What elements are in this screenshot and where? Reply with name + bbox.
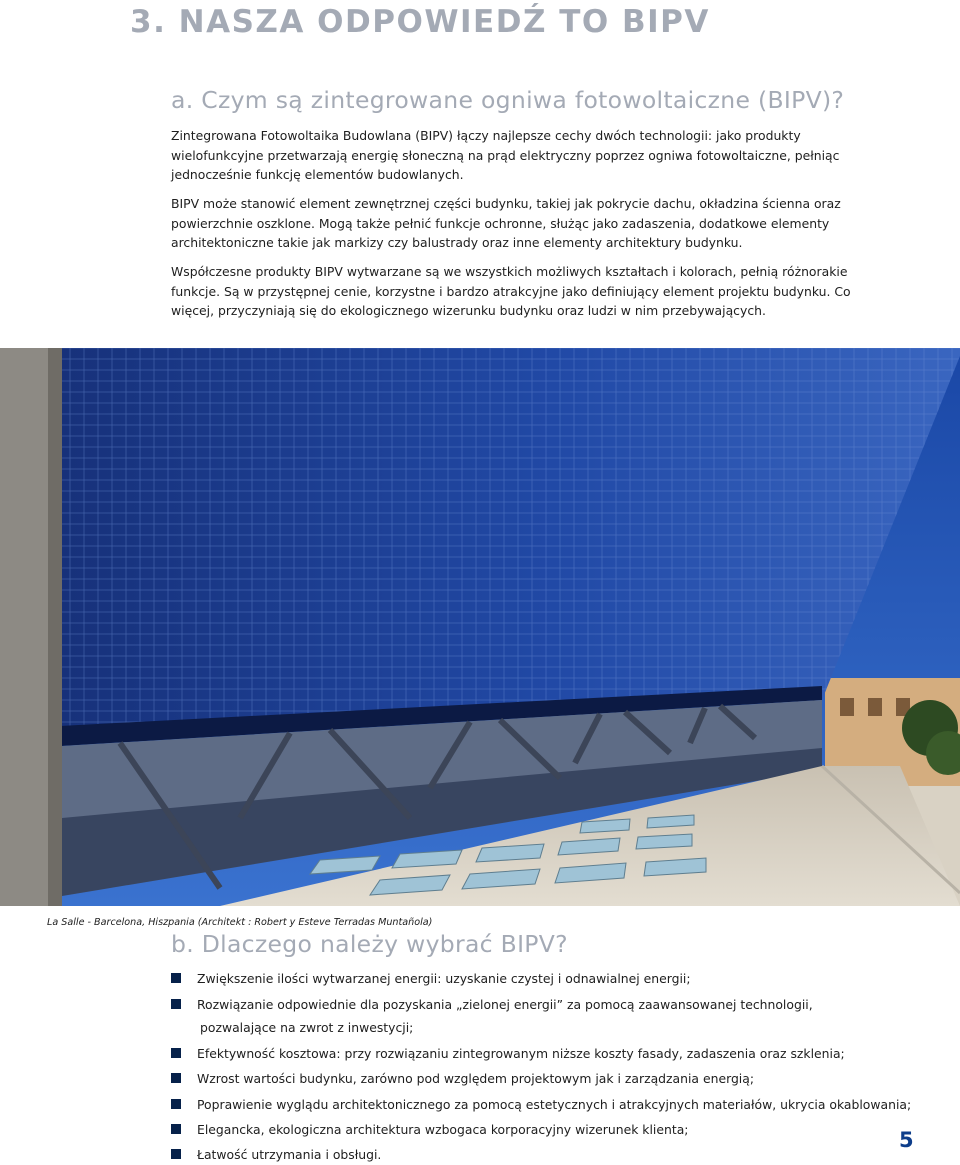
- bipv-products-paragraph: Współczesne produkty BIPV wytwarzane są we wszystkich możliwych kształtach i kolorach, pełnią różnorakie funkcje. Są w przystępnej cenie, korzystne i bardzo atrakcyjne jako definiujący element projektu budynku. Co więcej, przyczyniają się do ekologicznego wizerunku budynku oraz ludzi w nim przebywających.: [171, 264, 851, 318]
- intro-paragraph: Zintegrowana Fotowoltaika Budowlana (BIPV) łączy najlepsze cechy dwóch technologii: jako produkty wielofunkcyjne przetwarzają energię słoneczną na prąd elektryczny poprzez ogniwa fotowoltaiczne, pełniąc jednocześnie funkcję elementów budowlanych.: [171, 128, 840, 182]
- list-item-continuation: pozwalające na zwrot z inwestycji;: [200, 1020, 414, 1035]
- list-item-text: Elegancka, ekologiczna architektura wzbogaca korporacyjny wizerunek klienta;: [197, 1122, 689, 1137]
- list-item-text: Poprawienie wyglądu architektonicznego za pomocą estetycznych i atrakcyjnych materiałów, ukrycia okablowania;: [197, 1097, 912, 1112]
- square-bullet-icon: [171, 999, 181, 1009]
- square-bullet-icon: [171, 973, 181, 983]
- page-number: 5: [899, 1128, 914, 1152]
- glass-facade: [60, 348, 960, 746]
- subsection-a-title: a. Czym są zintegrowane ogniwa fotowoltaiczne (BIPV)?: [171, 86, 845, 114]
- subsection-b-title: b. Dlaczego należy wybrać BIPV?: [171, 930, 568, 958]
- list-item: [171, 1120, 931, 1140]
- building-facade-photo: [0, 348, 960, 906]
- list-item-text: Wzrost wartości budynku, zarówno pod względem projektowym jak i zarządzania energią;: [197, 1071, 755, 1086]
- photo-caption: La Salle - Barcelona, Hiszpania (Architekt : Robert y Esteve Terradas Muntañola): [47, 917, 433, 928]
- square-bullet-icon: [171, 1124, 181, 1134]
- list-item-text: Łatwość utrzymania i obsługi.: [197, 1147, 382, 1162]
- list-item-text: Rozwiązanie odpowiednie dla pozyskania „zielonej energii” za pomocą zaawansowanej technologii,: [197, 997, 813, 1012]
- list-item: [171, 1095, 931, 1115]
- square-bullet-icon: [171, 1099, 181, 1109]
- concrete-pillar: [0, 348, 62, 906]
- list-item: [171, 1145, 931, 1165]
- list-item-text: Zwiększenie ilości wytwarzanej energii: uzyskanie czystej i odnawialnej energii;: [197, 971, 691, 986]
- list-item: [171, 1069, 931, 1089]
- list-item: [171, 1044, 931, 1064]
- section-title: 3. NASZA ODPOWIEDŹ TO BIPV: [130, 4, 710, 40]
- square-bullet-icon: [171, 1073, 181, 1083]
- square-bullet-icon: [171, 1149, 181, 1159]
- square-bullet-icon: [171, 1048, 181, 1058]
- bipv-elements-paragraph: BIPV może stanowić element zewnętrznej części budynku, takiej jak pokrycie dachu, okładzina ścienna oraz powierzchnie oszklone. Mogą także pełnić funkcje ochronne, służąc jako zadaszenia, dodatkowe elementy architektoniczne takie jak markizy czy balustrady oraz inne elementy architektury budynku.: [171, 196, 841, 250]
- list-item-text: Efektywność kosztowa: przy rozwiązaniu zintegrowanym niższe koszty fasady, zadaszenia oraz szklenia;: [197, 1046, 845, 1061]
- list-item: [171, 969, 931, 989]
- list-item: [171, 995, 931, 1015]
